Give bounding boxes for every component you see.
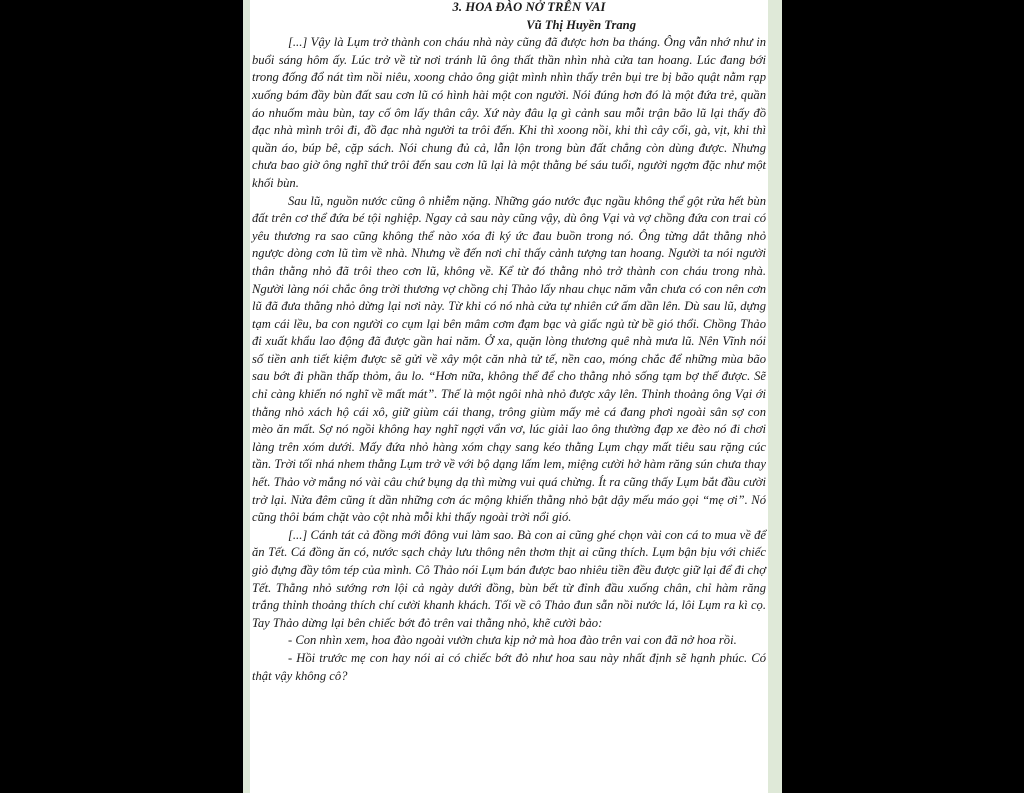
- paragraph-2: Sau lũ, nguồn nước cũng ô nhiễm nặng. Những gáo nước đục ngầu không thể gột rửa hết bùn đất trên cơ thể đứa bé tội nghiệp. Ngay cả sau này cũng vậy, dù ông Vại và vợ chồng đứa con trai có yêu thương ra sao cũng không thể nào xóa đi ký ức đau buồn trong nó. Ông từng dắt thằng nhỏ ngược dòng cơn lũ tìm về nhà. Nhưng về đến nơi chỉ thấy cảnh tượng tan hoang. Người ta nói người thân thằng nhỏ đã trôi theo cơn lũ, không về. Kể từ đó thằng nhỏ trở thành con cháu trong nhà. Người làng nói chắc ông trời thương vợ chồng chị Thảo lấy nhau chục năm vẫn chưa có con nên cơn lũ đã đưa thằng nhỏ dừng lại nơi này. Từ khi có nó nhà cửa tự nhiên cứ ấm dần lên. Dù sau lũ, dựng tạm cái lều, ba con người co cụm lại bên mâm cơm đạm bạc và giấc ngủ từ bề gió thổi. Chồng Thảo đi xuất khẩu lao động đã được gần hai năm. Ở xa, quặn lòng thương quê nhà mưa lũ. Nên Vĩnh nói số tiền anh tiết kiệm được sẽ gửi về xây một căn nhà tử tế, nền cao, móng chắc để những mùa bão sau bớt đi phần thấp thỏm, âu lo. “Hơn nữa, không thể để cho thằng nhỏ sống tạm bợ thế được. Sẽ chỉ càng khiến nó nghĩ về mất mát”. Thế là một ngôi nhà nhỏ được xây lên. Thỉnh thoảng ông Vại ới thằng nhỏ xách hộ cái xô, giữ giùm cái thang, trông giùm mấy mẻ cá đang phơi ngoài sân sợ con mèo ăn mất. Sợ nó ngồi không hay nghĩ ngợi vẩn vơ, lúc giải lao ông thường đạp xe đèo nó đi chơi làng trên xóm dưới. Mấy đứa nhỏ hàng xóm chạy sang kéo thằng Lụm chạy mất tiêu sau rặng cúc tần. Trời tối nhá nhem thằng Lụm trở về với bộ dạng lấm lem, miệng cười hở hàm răng sún chưa thay hết. Thảo vờ mắng nó vài câu chứ bụng dạ thì mừng vui quá chừng. Ít ra cũng thấy Lụm bắt đầu cười trở lại. Nửa đêm cũng ít dần những cơn ác mộng khiến thằng nhỏ bật dậy mếu máo gọi “mẹ ơi”. Nó cũng thôi bám chặt vào cột nhà mỗi khi thấy ngoài trời nổi gió.: [252, 193, 766, 525]
- document-page: [250, 0, 768, 793]
- dialog-line-2: - Hồi trước mẹ con hay nói ai có chiếc bớt đỏ như hoa sau này nhất định sẽ hạnh phúc. Có thật vậy không cô?: [252, 650, 766, 683]
- document-text: [252, 0, 766, 685]
- document-title: 3. HOA ĐÀO NỞ TRÊN VAI: [452, 0, 606, 14]
- paragraph-1: [...] Vậy là Lụm trở thành con cháu nhà này cũng đã được hơn ba tháng. Ông vẫn nhớ như in buổi sáng hôm ấy. Lúc trở về từ nơi tránh lũ ông thất thần nhìn nhà cửa tan hoang. Lúc đang bới trong đống đổ nát tìm nồi niêu, xoong chảo ông giật mình nhìn thấy trên bụi tre bị bão quật nằm rạp xuống bám đầy bùn đất sau cơn lũ có hình hài một con người. Nói đúng hơn đó là một đứa trẻ, quần áo nhuốm màu bùn, tay cố ôm lấy thân cây. Xứ này đâu lạ gì cảnh sau mỗi trận bão lũ lại thấy đồ đạc nhà mình trôi đi, đồ đạc nhà người ta trôi đến. Khi thì xoong nồi, khi thì cây cối, gà, vịt, khi thì quần áo, búp bê, cặp sách. Nói chung đủ cả, lẫn lộn trong bùn đất chẳng còn dùng được. Nhưng chưa bao giờ ông nghĩ thứ trôi đến sau cơn lũ lại là một thằng bé sáu tuổi, người ngợm đặc như một khối bùn.: [252, 35, 766, 190]
- document-author: Vũ Thị Huyền Trang: [526, 17, 636, 32]
- paragraph-3: [...] Cánh tát cả đồng mới đông vui làm sao. Bà con ai cũng ghé chọn vài con cá to mua về để ăn Tết. Cá đồng ăn có, nước sạch chảy lưu thông nên thơm thịt ai cũng thích. Lụm bận bịu với chiếc giỏ đựng đầy tôm tép của mình. Cô Thảo nói Lụm bán được bao nhiêu tiền đều được giữ lại để đi chợ Tết. Thằng nhỏ sướng rơn lội cả ngày dưới đồng, bùn bết từ đỉnh đầu xuống chân, chỉ hàm răng trắng thỉnh thoảng thích chí cười khanh khách. Tối về cô Thảo đun sẵn nồi nước lá, lôi Lụm ra kì cọ. Tay Thảo dừng lại bên chiếc bớt đỏ trên vai thằng nhỏ, khẽ cười bảo:: [252, 527, 766, 630]
- dialog-line-1: - Con nhìn xem, hoa đào ngoài vườn chưa kịp nở mà hoa đào trên vai con đã nở hoa rồi.: [288, 633, 737, 648]
